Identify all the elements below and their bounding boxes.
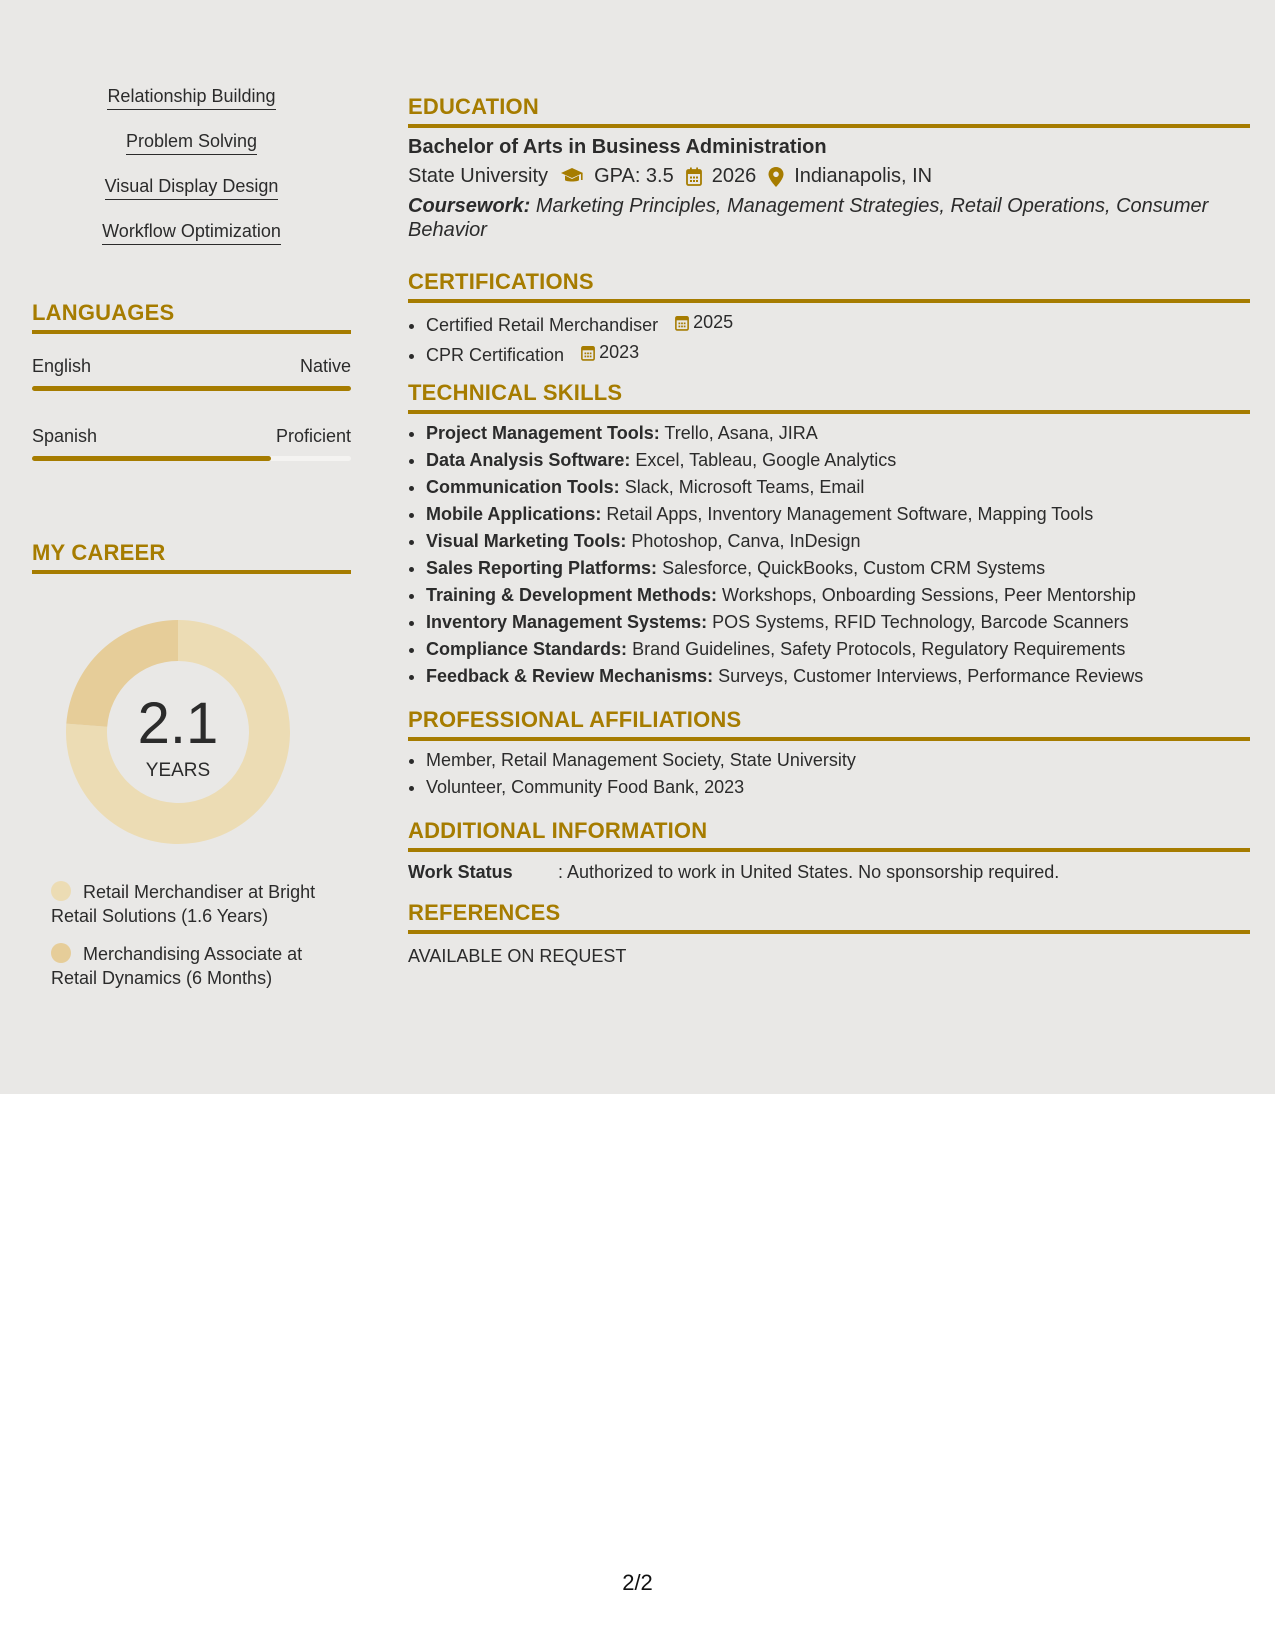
certifications-section: [408, 269, 1250, 369]
language-level: Proficient: [275, 426, 351, 446]
technical-skills-list: [408, 420, 1250, 690]
technical-skills-title: TECHNICAL SKILLS: [408, 380, 1250, 414]
tech-skill-item: [426, 420, 1250, 447]
tech-skill-key: Sales Reporting Platforms:: [426, 558, 658, 578]
certification-name: Certified Retail Merchandiser: [426, 315, 659, 335]
tech-skill-value: Photoshop, Canva, InDesign: [631, 531, 861, 551]
certification-date: [581, 339, 639, 366]
affiliations-title: PROFESSIONAL AFFILIATIONS: [408, 707, 1250, 741]
tech-skill-item: [426, 528, 1250, 555]
education-meta: [408, 165, 1250, 188]
calendar-icon: [581, 344, 595, 361]
language-item: [32, 426, 351, 474]
language-name: Spanish: [32, 426, 98, 446]
tech-skill-value: Brand Guidelines, Safety Protocols, Regulatory Requirements: [632, 639, 1126, 659]
tech-skill-value: Slack, Microsoft Teams, Email: [624, 477, 865, 497]
skill-item: Relationship Building: [107, 86, 275, 110]
certification-name: CPR Certification: [426, 345, 565, 365]
career-total-years: 2.1: [137, 691, 219, 756]
certifications-title: CERTIFICATIONS: [408, 269, 1250, 303]
certification-item: [426, 339, 1250, 369]
location-pin-icon: [768, 167, 784, 187]
work-status-value: : Authorized to work in United States. No sponsorship required.: [558, 862, 1060, 882]
language-bar-fill: [32, 456, 271, 461]
tech-skill-item: [426, 474, 1250, 501]
calendar-icon: [686, 167, 702, 186]
language-name: English: [32, 356, 92, 376]
affiliations-list: [408, 747, 1250, 801]
references-title: REFERENCES: [408, 900, 1250, 934]
legend-item: [51, 942, 351, 990]
legend-dot-icon: [51, 943, 71, 963]
career-legend: [51, 880, 351, 1004]
references-section: [408, 900, 1250, 967]
language-bar-fill: [32, 386, 351, 391]
tech-skill-item: [426, 447, 1250, 474]
coursework: [408, 194, 1250, 242]
legend-label: Retail Merchandiser at Bright Retail Solutions (1.6 Years): [51, 882, 316, 926]
additional-info-section: [408, 818, 1250, 886]
career-donut-chart: [66, 620, 290, 844]
language-item: [32, 356, 351, 404]
tech-skill-item: [426, 663, 1250, 690]
degree: Bachelor of Arts in Business Administration: [408, 136, 827, 158]
tech-skill-item: [426, 582, 1250, 609]
tech-skill-key: Training & Development Methods:: [426, 585, 718, 605]
tech-skill-value: Retail Apps, Inventory Management Software, Mapping Tools: [606, 504, 1094, 524]
skill-item: Workflow Optimization: [102, 221, 281, 245]
certification-year: 2023: [599, 342, 640, 362]
tech-skill-key: Visual Marketing Tools:: [426, 531, 627, 551]
tech-skill-key: Feedback & Review Mechanisms:: [426, 666, 714, 686]
legend-item: [51, 880, 351, 928]
school-name: State University: [408, 165, 549, 187]
tech-skill-value: Salesforce, QuickBooks, Custom CRM Systems: [662, 558, 1046, 578]
tech-skill-item: [426, 609, 1250, 636]
affiliations-section: [408, 707, 1250, 801]
references-text: AVAILABLE ON REQUEST: [408, 946, 627, 966]
calendar-icon: [675, 314, 689, 331]
language-bar: [32, 456, 351, 461]
certification-item: [426, 309, 1250, 339]
school-location: Indianapolis, IN: [794, 165, 933, 187]
affiliation-item: • Member, Retail Management Society, State University: [426, 747, 1250, 774]
certifications-list: [408, 309, 1250, 369]
tech-skill-key: Compliance Standards:: [426, 639, 628, 659]
additional-info-title: ADDITIONAL INFORMATION: [408, 818, 1250, 852]
languages-title: LANGUAGES: [32, 300, 351, 334]
tech-skill-key: Data Analysis Software:: [426, 450, 631, 470]
technical-skills-section: [408, 380, 1250, 690]
tech-skill-value: Workshops, Onboarding Sessions, Peer Mentorship: [722, 585, 1136, 605]
tech-skill-value: POS Systems, RFID Technology, Barcode Scanners: [712, 612, 1129, 632]
career-years-unit: YEARS: [145, 760, 211, 781]
tech-skill-key: Inventory Management Systems:: [426, 612, 708, 632]
career-section: [32, 540, 351, 988]
education-title: EDUCATION: [408, 94, 1250, 128]
education-section: [408, 94, 1250, 242]
language-level: Native: [299, 356, 351, 376]
coursework-label: Coursework:: [408, 195, 531, 217]
tech-skill-value: Excel, Tableau, Google Analytics: [635, 450, 897, 470]
tech-skill-key: Communication Tools:: [426, 477, 620, 497]
tech-skill-item: [426, 555, 1250, 582]
language-bar: [32, 386, 351, 391]
page-number: 2/2: [622, 1570, 653, 1595]
gpa: GPA: 3.5: [594, 165, 674, 187]
legend-dot-icon: [51, 881, 71, 901]
tech-skill-value: Surveys, Customer Interviews, Performance Reviews: [718, 666, 1144, 686]
graduation-cap-icon: [560, 167, 584, 187]
graduation-year: 2026: [711, 165, 757, 187]
tech-skill-item: [426, 501, 1250, 528]
tech-skill-item: [426, 636, 1250, 663]
skill-item: Visual Display Design: [105, 176, 279, 200]
tech-skill-value: Trello, Asana, JIRA: [664, 423, 818, 443]
skills-list: [32, 86, 351, 266]
tech-skill-key: Project Management Tools:: [426, 423, 660, 443]
work-status-label: Work Status: [408, 862, 513, 882]
career-title: MY CAREER: [32, 540, 351, 574]
coursework-list: Marketing Principles, Management Strategies, Retail Operations, Consumer Behavior: [408, 195, 1209, 241]
skill-item: Problem Solving: [126, 131, 257, 155]
tech-skill-key: Mobile Applications:: [426, 504, 602, 524]
legend-label: Merchandising Associate at Retail Dynamics (6 Months): [51, 944, 303, 988]
certification-year: 2025: [693, 312, 734, 332]
work-status-row: [408, 862, 1250, 886]
affiliation-item: • Volunteer, Community Food Bank, 2023: [426, 774, 1250, 801]
languages-section: [32, 300, 351, 474]
certification-date: [675, 309, 733, 336]
